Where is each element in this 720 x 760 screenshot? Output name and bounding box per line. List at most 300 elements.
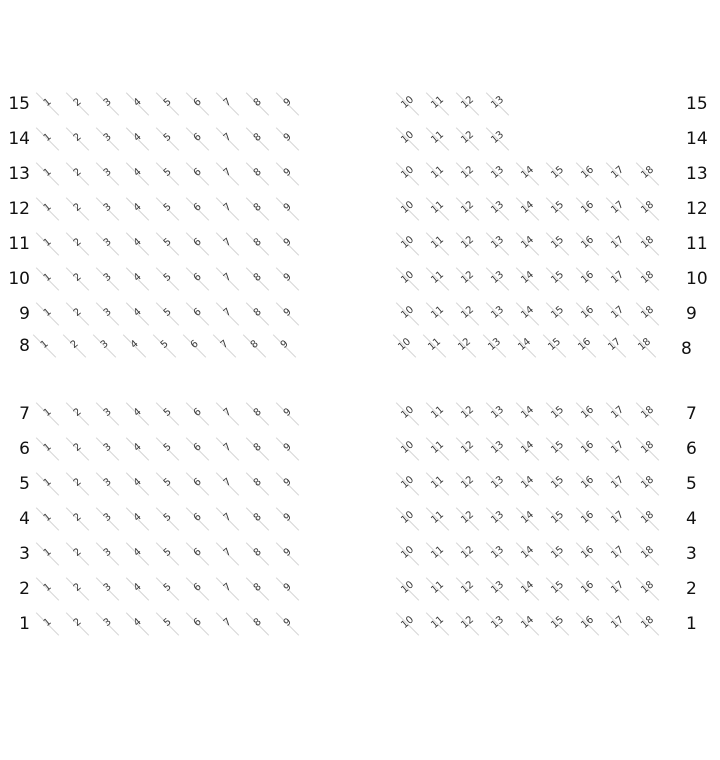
seat-number: 4 <box>131 131 144 144</box>
seat-row13-3[interactable] <box>95 161 121 187</box>
seat-row3-9[interactable] <box>275 541 301 567</box>
seat-row7-2[interactable] <box>65 401 91 427</box>
seat-row10-9[interactable] <box>275 266 301 292</box>
seat-row2-2[interactable] <box>65 576 91 602</box>
seat-number: 16 <box>579 304 597 321</box>
seat-number: 5 <box>158 338 171 351</box>
row-label-right-1: 1 <box>686 614 697 634</box>
seat-row5-15[interactable] <box>545 471 571 497</box>
seat-row1-16[interactable] <box>575 611 601 637</box>
seat-row5-3[interactable] <box>95 471 121 497</box>
seat-row1-1[interactable] <box>35 611 61 637</box>
seat-row11-5[interactable] <box>155 231 181 257</box>
seat-row4-9[interactable] <box>275 506 301 532</box>
seat-row13-8[interactable] <box>245 161 271 187</box>
seat-row15-2[interactable] <box>65 91 91 117</box>
seat-row8-13[interactable] <box>482 333 508 359</box>
seat-row11-6[interactable] <box>185 231 211 257</box>
seat-row12-15[interactable] <box>545 196 571 222</box>
seat-row8-7[interactable] <box>212 333 238 359</box>
seat-row12-17[interactable] <box>605 196 631 222</box>
seat-row14-2[interactable] <box>65 126 91 152</box>
row-label-right-6: 6 <box>686 439 697 459</box>
seat-row15-13[interactable] <box>485 91 511 117</box>
seat-row4-4[interactable] <box>125 506 151 532</box>
seat-row6-3[interactable] <box>95 436 121 462</box>
seat-number: 12 <box>459 579 477 596</box>
seat-row3-11[interactable] <box>425 541 451 567</box>
seat-row7-17[interactable] <box>605 401 631 427</box>
seat-row6-5[interactable] <box>155 436 181 462</box>
seat-row13-7[interactable] <box>215 161 241 187</box>
seat-row6-13[interactable] <box>485 436 511 462</box>
seat-row1-12[interactable] <box>455 611 481 637</box>
seat-row5-18[interactable] <box>635 471 661 497</box>
seat-row7-16[interactable] <box>575 401 601 427</box>
seat-row9-3[interactable] <box>95 301 121 327</box>
seat-row5-5[interactable] <box>155 471 181 497</box>
seat-row5-1[interactable] <box>35 471 61 497</box>
seat-row2-4[interactable] <box>125 576 151 602</box>
seat-row3-17[interactable] <box>605 541 631 567</box>
seat-row13-15[interactable] <box>545 161 571 187</box>
seat-row6-15[interactable] <box>545 436 571 462</box>
seat-row6-9[interactable] <box>275 436 301 462</box>
seat-row10-5[interactable] <box>155 266 181 292</box>
seat-number: 3 <box>101 166 114 179</box>
seat-number: 6 <box>191 616 204 629</box>
row-label-left-10: 10 <box>8 269 30 289</box>
seat-row11-18[interactable] <box>635 231 661 257</box>
seat-row1-18[interactable] <box>635 611 661 637</box>
seat-row7-10[interactable] <box>395 401 421 427</box>
seat-row7-14[interactable] <box>515 401 541 427</box>
seat-row12-1[interactable] <box>35 196 61 222</box>
seat-number: 13 <box>489 164 507 181</box>
seat-row14-13[interactable] <box>485 126 511 152</box>
row-label-right-9: 9 <box>686 304 697 324</box>
seat-row9-6[interactable] <box>185 301 211 327</box>
seat-row4-3[interactable] <box>95 506 121 532</box>
seat-row6-16[interactable] <box>575 436 601 462</box>
seat-row14-11[interactable] <box>425 126 451 152</box>
seat-row3-4[interactable] <box>125 541 151 567</box>
seat-row11-4[interactable] <box>125 231 151 257</box>
seat-row15-12[interactable] <box>455 91 481 117</box>
seat-row7-12[interactable] <box>455 401 481 427</box>
seat-row5-2[interactable] <box>65 471 91 497</box>
seat-number: 3 <box>101 581 114 594</box>
seat-row9-2[interactable] <box>65 301 91 327</box>
seat-row1-9[interactable] <box>275 611 301 637</box>
seat-row15-4[interactable] <box>125 91 151 117</box>
seat-row2-11[interactable] <box>425 576 451 602</box>
seat-row7-18[interactable] <box>635 401 661 427</box>
seat-row12-8[interactable] <box>245 196 271 222</box>
seat-row12-11[interactable] <box>425 196 451 222</box>
seat-row7-8[interactable] <box>245 401 271 427</box>
seat-row10-16[interactable] <box>575 266 601 292</box>
seat-row4-8[interactable] <box>245 506 271 532</box>
seat-row7-4[interactable] <box>125 401 151 427</box>
seat-row4-12[interactable] <box>455 506 481 532</box>
seat-row13-18[interactable] <box>635 161 661 187</box>
seat-row3-12[interactable] <box>455 541 481 567</box>
seat-number: 17 <box>609 304 627 321</box>
seat-number: 3 <box>101 616 114 629</box>
seat-row13-9[interactable] <box>275 161 301 187</box>
seat-row13-4[interactable] <box>125 161 151 187</box>
seat-row1-14[interactable] <box>515 611 541 637</box>
seat-row1-3[interactable] <box>95 611 121 637</box>
seat-row8-15[interactable] <box>542 333 568 359</box>
seat-row8-8[interactable] <box>242 333 268 359</box>
seat-row13-2[interactable] <box>65 161 91 187</box>
seat-row13-10[interactable] <box>395 161 421 187</box>
seat-row12-14[interactable] <box>515 196 541 222</box>
seat-row8-10[interactable] <box>392 333 418 359</box>
seat-number: 11 <box>429 509 447 526</box>
seat-row11-14[interactable] <box>515 231 541 257</box>
seat-row3-10[interactable] <box>395 541 421 567</box>
seat-row10-12[interactable] <box>455 266 481 292</box>
seat-row1-6[interactable] <box>185 611 211 637</box>
seat-row8-18[interactable] <box>632 333 658 359</box>
seat-row6-12[interactable] <box>455 436 481 462</box>
seat-row2-16[interactable] <box>575 576 601 602</box>
seat-row4-16[interactable] <box>575 506 601 532</box>
seat-row4-15[interactable] <box>545 506 571 532</box>
seat-row5-7[interactable] <box>215 471 241 497</box>
seat-row5-12[interactable] <box>455 471 481 497</box>
seat-row4-10[interactable] <box>395 506 421 532</box>
seat-row3-16[interactable] <box>575 541 601 567</box>
seat-number: 3 <box>101 406 114 419</box>
seat-row2-12[interactable] <box>455 576 481 602</box>
seat-row3-3[interactable] <box>95 541 121 567</box>
seat-row4-13[interactable] <box>485 506 511 532</box>
seat-row8-17[interactable] <box>602 333 628 359</box>
seat-number: 4 <box>131 511 144 524</box>
seat-row3-15[interactable] <box>545 541 571 567</box>
seat-row3-13[interactable] <box>485 541 511 567</box>
seat-row9-7[interactable] <box>215 301 241 327</box>
seat-row1-8[interactable] <box>245 611 271 637</box>
seat-row5-8[interactable] <box>245 471 271 497</box>
seat-row10-10[interactable] <box>395 266 421 292</box>
seat-row12-4[interactable] <box>125 196 151 222</box>
seat-row10-4[interactable] <box>125 266 151 292</box>
seat-number: 1 <box>41 306 54 319</box>
seat-row1-17[interactable] <box>605 611 631 637</box>
seat-row15-6[interactable] <box>185 91 211 117</box>
seat-number: 11 <box>429 199 447 216</box>
seat-number: 15 <box>549 509 567 526</box>
seat-row14-1[interactable] <box>35 126 61 152</box>
seat-row9-14[interactable] <box>515 301 541 327</box>
seat-row10-11[interactable] <box>425 266 451 292</box>
seat-row15-8[interactable] <box>245 91 271 117</box>
seat-number: 8 <box>251 166 264 179</box>
seat-row12-12[interactable] <box>455 196 481 222</box>
seat-row13-11[interactable] <box>425 161 451 187</box>
seat-row6-7[interactable] <box>215 436 241 462</box>
seat-row13-5[interactable] <box>155 161 181 187</box>
seat-row10-2[interactable] <box>65 266 91 292</box>
seat-row12-2[interactable] <box>65 196 91 222</box>
seat-row14-6[interactable] <box>185 126 211 152</box>
seat-row6-18[interactable] <box>635 436 661 462</box>
seat-row14-3[interactable] <box>95 126 121 152</box>
seat-number: 5 <box>161 166 174 179</box>
seat-row6-17[interactable] <box>605 436 631 462</box>
seat-row11-8[interactable] <box>245 231 271 257</box>
seat-row12-6[interactable] <box>185 196 211 222</box>
seat-row14-5[interactable] <box>155 126 181 152</box>
seat-row9-5[interactable] <box>155 301 181 327</box>
seat-row9-15[interactable] <box>545 301 571 327</box>
seat-row2-8[interactable] <box>245 576 271 602</box>
row-label-left-8: 8 <box>19 336 30 356</box>
seat-row12-18[interactable] <box>635 196 661 222</box>
seat-row9-4[interactable] <box>125 301 151 327</box>
seat-row13-13[interactable] <box>485 161 511 187</box>
seat-row6-6[interactable] <box>185 436 211 462</box>
seat-row15-11[interactable] <box>425 91 451 117</box>
seat-row11-2[interactable] <box>65 231 91 257</box>
seat-row2-14[interactable] <box>515 576 541 602</box>
seat-row14-9[interactable] <box>275 126 301 152</box>
seat-row5-9[interactable] <box>275 471 301 497</box>
seat-row4-14[interactable] <box>515 506 541 532</box>
seat-row6-10[interactable] <box>395 436 421 462</box>
seat-row5-10[interactable] <box>395 471 421 497</box>
seat-number: 4 <box>131 546 144 559</box>
seat-row3-8[interactable] <box>245 541 271 567</box>
seat-number: 9 <box>281 131 294 144</box>
seat-row11-10[interactable] <box>395 231 421 257</box>
seat-number: 7 <box>221 406 234 419</box>
seat-row6-1[interactable] <box>35 436 61 462</box>
seat-row8-1[interactable] <box>32 333 58 359</box>
seat-row8-11[interactable] <box>422 333 448 359</box>
seat-row7-11[interactable] <box>425 401 451 427</box>
seat-row12-7[interactable] <box>215 196 241 222</box>
seat-row11-7[interactable] <box>215 231 241 257</box>
seat-row14-7[interactable] <box>215 126 241 152</box>
seat-row10-3[interactable] <box>95 266 121 292</box>
seat-row7-6[interactable] <box>185 401 211 427</box>
seat-number: 2 <box>71 441 84 454</box>
seat-row1-2[interactable] <box>65 611 91 637</box>
seat-row7-3[interactable] <box>95 401 121 427</box>
seat-row5-14[interactable] <box>515 471 541 497</box>
seat-row7-15[interactable] <box>545 401 571 427</box>
seat-row6-8[interactable] <box>245 436 271 462</box>
seat-row1-15[interactable] <box>545 611 571 637</box>
seat-row6-11[interactable] <box>425 436 451 462</box>
seat-row10-8[interactable] <box>245 266 271 292</box>
seat-row9-16[interactable] <box>575 301 601 327</box>
seat-row8-2[interactable] <box>62 333 88 359</box>
seat-number: 3 <box>101 96 114 109</box>
seat-row2-10[interactable] <box>395 576 421 602</box>
seat-row7-5[interactable] <box>155 401 181 427</box>
seat-row5-13[interactable] <box>485 471 511 497</box>
seat-row14-10[interactable] <box>395 126 421 152</box>
seat-row12-16[interactable] <box>575 196 601 222</box>
seat-row10-7[interactable] <box>215 266 241 292</box>
seat-row13-12[interactable] <box>455 161 481 187</box>
seat-row2-7[interactable] <box>215 576 241 602</box>
seat-row4-11[interactable] <box>425 506 451 532</box>
seat-row5-6[interactable] <box>185 471 211 497</box>
seat-row12-9[interactable] <box>275 196 301 222</box>
seat-row9-11[interactable] <box>425 301 451 327</box>
seat-row4-17[interactable] <box>605 506 631 532</box>
seat-row7-7[interactable] <box>215 401 241 427</box>
seat-row4-7[interactable] <box>215 506 241 532</box>
seat-row11-11[interactable] <box>425 231 451 257</box>
seat-row3-2[interactable] <box>65 541 91 567</box>
seat-row9-13[interactable] <box>485 301 511 327</box>
seat-row1-13[interactable] <box>485 611 511 637</box>
seat-row2-1[interactable] <box>35 576 61 602</box>
seat-row3-5[interactable] <box>155 541 181 567</box>
seat-row2-6[interactable] <box>185 576 211 602</box>
seat-row4-2[interactable] <box>65 506 91 532</box>
seat-row14-12[interactable] <box>455 126 481 152</box>
seat-row2-15[interactable] <box>545 576 571 602</box>
seat-row3-1[interactable] <box>35 541 61 567</box>
seat-row5-4[interactable] <box>125 471 151 497</box>
seat-row7-13[interactable] <box>485 401 511 427</box>
seat-row6-14[interactable] <box>515 436 541 462</box>
seat-row10-14[interactable] <box>515 266 541 292</box>
seat-number: 11 <box>429 404 447 421</box>
seat-number: 4 <box>131 616 144 629</box>
seat-row8-4[interactable] <box>122 333 148 359</box>
seat-row11-12[interactable] <box>455 231 481 257</box>
seat-row3-6[interactable] <box>185 541 211 567</box>
seat-row5-16[interactable] <box>575 471 601 497</box>
seat-row12-5[interactable] <box>155 196 181 222</box>
seat-row6-2[interactable] <box>65 436 91 462</box>
seat-row2-9[interactable] <box>275 576 301 602</box>
seat-row4-5[interactable] <box>155 506 181 532</box>
seat-row5-17[interactable] <box>605 471 631 497</box>
seat-row1-5[interactable] <box>155 611 181 637</box>
seat-row12-3[interactable] <box>95 196 121 222</box>
seat-row15-10[interactable] <box>395 91 421 117</box>
seat-row10-17[interactable] <box>605 266 631 292</box>
seat-row11-9[interactable] <box>275 231 301 257</box>
seat-row15-5[interactable] <box>155 91 181 117</box>
seat-row4-1[interactable] <box>35 506 61 532</box>
seat-row11-15[interactable] <box>545 231 571 257</box>
seat-row1-10[interactable] <box>395 611 421 637</box>
seat-row8-14[interactable] <box>512 333 538 359</box>
seat-row2-13[interactable] <box>485 576 511 602</box>
seat-row11-13[interactable] <box>485 231 511 257</box>
seat-row3-7[interactable] <box>215 541 241 567</box>
seat-row5-11[interactable] <box>425 471 451 497</box>
seat-row10-13[interactable] <box>485 266 511 292</box>
seat-row15-9[interactable] <box>275 91 301 117</box>
seat-row13-14[interactable] <box>515 161 541 187</box>
seat-row3-14[interactable] <box>515 541 541 567</box>
seat-row13-17[interactable] <box>605 161 631 187</box>
seat-row2-17[interactable] <box>605 576 631 602</box>
seat-number: 10 <box>399 199 417 216</box>
seat-row11-3[interactable] <box>95 231 121 257</box>
seat-row4-6[interactable] <box>185 506 211 532</box>
seat-row4-18[interactable] <box>635 506 661 532</box>
seat-row15-1[interactable] <box>35 91 61 117</box>
seat-row10-6[interactable] <box>185 266 211 292</box>
seat-row9-17[interactable] <box>605 301 631 327</box>
seat-number: 5 <box>161 131 174 144</box>
seat-row8-5[interactable] <box>152 333 178 359</box>
seat-number: 12 <box>459 614 477 631</box>
seat-number: 13 <box>489 439 507 456</box>
seat-row9-8[interactable] <box>245 301 271 327</box>
seat-row10-1[interactable] <box>35 266 61 292</box>
seat-row13-16[interactable] <box>575 161 601 187</box>
seat-row8-12[interactable] <box>452 333 478 359</box>
seat-row14-8[interactable] <box>245 126 271 152</box>
seat-row9-12[interactable] <box>455 301 481 327</box>
seat-row1-7[interactable] <box>215 611 241 637</box>
seat-row8-9[interactable] <box>272 333 298 359</box>
seat-row15-7[interactable] <box>215 91 241 117</box>
seat-row13-1[interactable] <box>35 161 61 187</box>
seat-row8-3[interactable] <box>92 333 118 359</box>
seat-row6-4[interactable] <box>125 436 151 462</box>
seat-number: 12 <box>456 336 474 353</box>
seat-row9-9[interactable] <box>275 301 301 327</box>
seat-row2-5[interactable] <box>155 576 181 602</box>
seat-row9-10[interactable] <box>395 301 421 327</box>
seat-row15-3[interactable] <box>95 91 121 117</box>
seat-number: 13 <box>489 304 507 321</box>
seat-number: 12 <box>459 404 477 421</box>
seat-row10-15[interactable] <box>545 266 571 292</box>
row-label-right-15: 15 <box>686 94 708 114</box>
seat-row13-6[interactable] <box>185 161 211 187</box>
seat-row7-9[interactable] <box>275 401 301 427</box>
seat-row3-18[interactable] <box>635 541 661 567</box>
seat-row2-18[interactable] <box>635 576 661 602</box>
seat-row1-4[interactable] <box>125 611 151 637</box>
seat-row8-16[interactable] <box>572 333 598 359</box>
seat-row12-13[interactable] <box>485 196 511 222</box>
seat-row11-1[interactable] <box>35 231 61 257</box>
seat-row8-6[interactable] <box>182 333 208 359</box>
seat-row9-18[interactable] <box>635 301 661 327</box>
seat-row9-1[interactable] <box>35 301 61 327</box>
seat-row7-1[interactable] <box>35 401 61 427</box>
seat-row12-10[interactable] <box>395 196 421 222</box>
seat-row11-16[interactable] <box>575 231 601 257</box>
seat-row10-18[interactable] <box>635 266 661 292</box>
seat-row1-11[interactable] <box>425 611 451 637</box>
seat-row14-4[interactable] <box>125 126 151 152</box>
seat-number: 14 <box>519 164 537 181</box>
seat-number: 2 <box>71 271 84 284</box>
seat-row11-17[interactable] <box>605 231 631 257</box>
seat-row2-3[interactable] <box>95 576 121 602</box>
